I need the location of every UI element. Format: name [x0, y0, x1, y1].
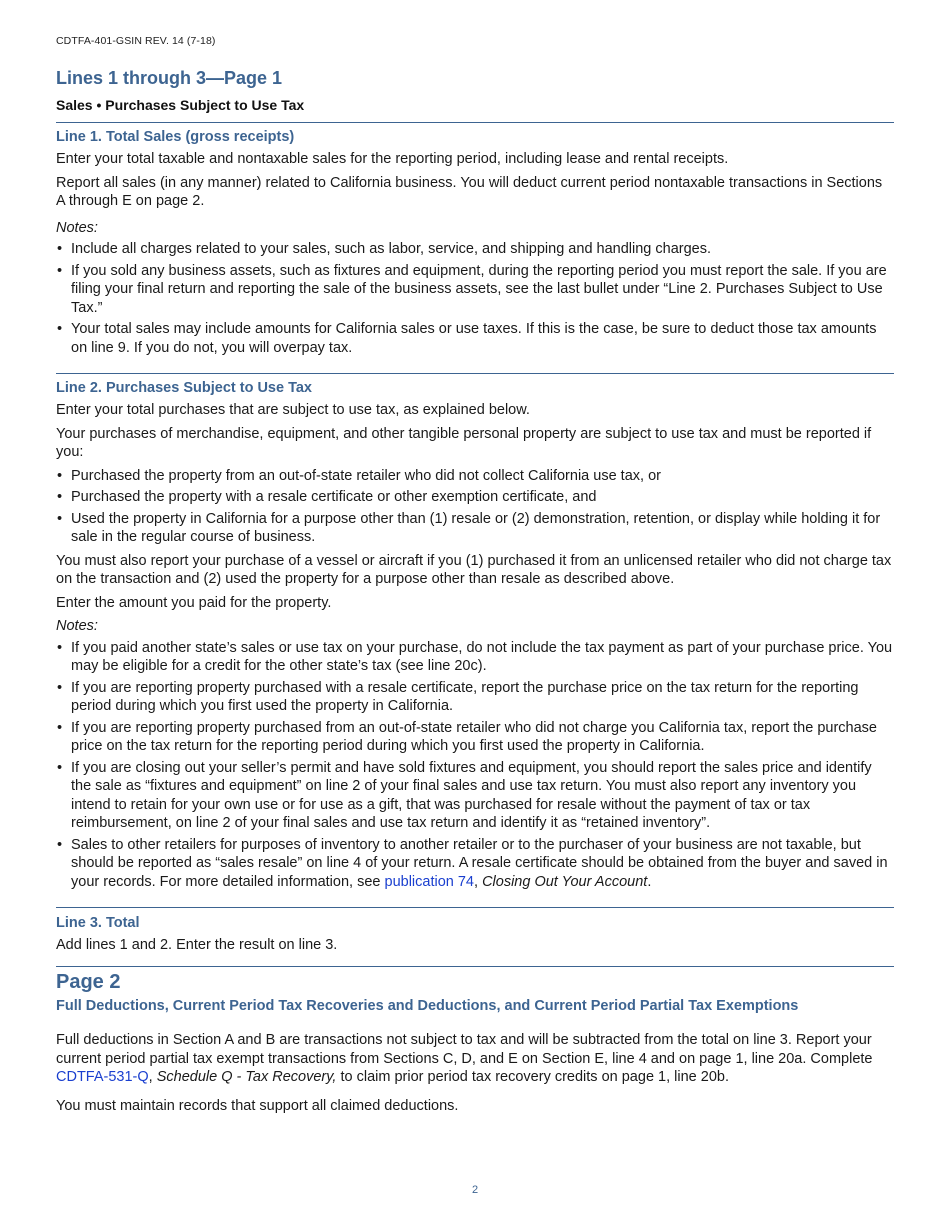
page2-subtitle: Full Deductions, Current Period Tax Recoveries and Deductions, and Current Period Partial Tax Exemptions — [56, 998, 799, 1014]
line3-paragraph: Add lines 1 and 2. Enter the result on line 3. — [56, 937, 338, 953]
line1-section — [56, 128, 894, 362]
paragraph-text: to claim prior period tax recovery credits on page 1, line 20b. — [336, 1069, 729, 1085]
page2-paragraph-2: You must maintain records that support all claimed deductions. — [56, 1097, 459, 1114]
schedule-title: Schedule Q - Tax Recovery, — [156, 1069, 337, 1085]
note-text: Sales to other retailers for purposes of inventory to another retailer or to the purchaser of your business are not taxable, but should be reported as “sales resale” on line 4 of your return. A resale certificate should be obtained from the buyer and saved in your records. For more detailed information, see — [71, 836, 888, 890]
line2-notes-list — [56, 639, 894, 892]
separator: , — [474, 873, 483, 890]
publication-74-link[interactable]: publication 74 — [384, 873, 474, 890]
line2-paragraph-4: Enter the amount you paid for the property. — [56, 594, 332, 611]
line2-notes-label: Notes: — [56, 618, 98, 634]
line2-heading: Line 2. Purchases Subject to Use Tax — [56, 380, 312, 396]
line1-paragraph-2: Report all sales (in any manner) related to California business. You will deduct current period nontaxable transactions in Sections A through E on page 2. — [56, 174, 883, 209]
cdtfa-531-q-link[interactable]: CDTFA-531-Q — [56, 1069, 149, 1085]
page-number: 2 — [471, 1184, 479, 1196]
line1-notes-list — [56, 240, 894, 357]
list-item — [56, 836, 894, 892]
list-item: • If you are reporting property purchased from an out-of-state retailer who did not charge you California tax, report the purchase price on the tax return for the reporting period during which you first used the property in California. — [56, 719, 894, 756]
line2-section — [56, 379, 894, 896]
page2-section — [56, 970, 894, 1120]
period: . — [647, 873, 652, 890]
publication-title: Closing Out Your Account — [482, 873, 648, 890]
line1-paragraph-1: Enter your total taxable and nontaxable sales for the reporting period, including lease and rental receipts. — [56, 151, 729, 167]
divider — [56, 373, 894, 374]
list-item: • Purchased the property from an out-of-state retailer who did not collect California use tax, or — [56, 467, 894, 486]
line2-paragraph-2: Your purchases of merchandise, equipment, and other tangible personal property are subject to use tax and must be reported if you: — [56, 425, 872, 460]
form-id: CDTFA-401-GSIN REV. 14 (7-18) — [56, 35, 216, 47]
separator: , — [148, 1069, 157, 1085]
line2-paragraph-3: You must also report your purchase of a vessel or aircraft if you (1) purchased it from an unlicensed retailer who did not charge tax on the transaction and (2) used the property for a purpose other than resale as described above. — [56, 552, 892, 587]
line1-heading: Line 1. Total Sales (gross receipts) — [56, 129, 295, 145]
list-item: • Include all charges related to your sales, such as labor, service, and shipping and handling charges. — [56, 240, 894, 259]
list-item: • If you are closing out your seller’s permit and have sold fixtures and equipment, you should report the sales price and identify the sale as “fixtures and equipment” on line 2 of your final sales and use tax return. You must also report any inventory you intend to retain for your own use or for use as a gift, that was purchased for resale without the payment of tax or tax reimbursement, on line 2 of your final sales and use tax return and identify it as “retained inventory”. — [56, 759, 894, 833]
line2-conditions-list — [56, 467, 894, 547]
list-item: • If you sold any business assets, such as fixtures and equipment, during the reporting period you must report the sale. If you are filing your final return and reporting the sale of the business assets, see the last bullet under “Line 2. Purchases Subject to Use Tax.” — [56, 262, 894, 318]
list-item: • Purchased the property with a resale certificate or other exemption certificate, and — [56, 488, 894, 507]
page2-paragraph-1 — [56, 1031, 894, 1087]
list-item: • If you are reporting property purchased with a resale certificate, report the purchase price on the tax return for the reporting period during which you first used the property in California. — [56, 679, 894, 716]
list-item: • If you paid another state’s sales or use tax on your purchase, do not include the tax payment as part of your purchase price. You may be eligible for a credit for the other state’s tax (see line 20c). — [56, 639, 894, 676]
page-title: Lines 1 through 3—Page 1 — [56, 68, 283, 88]
line2-paragraph-1: Enter your total purchases that are subject to use tax, as explained below. — [56, 402, 530, 418]
divider — [56, 122, 894, 123]
list-item: • Used the property in California for a purpose other than (1) resale or (2) demonstration, retention, or display while holding it for sale in the regular course of business. — [56, 510, 894, 547]
page2-title: Page 2 — [56, 971, 121, 993]
divider — [56, 907, 894, 908]
line3-heading: Line 3. Total — [56, 915, 140, 931]
line3-section — [56, 914, 894, 960]
divider — [56, 966, 894, 967]
list-item: • Your total sales may include amounts for California sales or use taxes. If this is the case, be sure to deduct those tax amounts on line 9. If you do not, you will overpay tax. — [56, 320, 894, 357]
paragraph-text: Full deductions in Section A and B are transactions not subject to tax and will be subtracted from the total on line 3. Report your current period partial tax exempt transactions from Sections C, D, and E on Section E, line 4 and on page 1, line 20a. Complete — [56, 1032, 873, 1067]
page-subtitle: Sales • Purchases Subject to Use Tax — [56, 97, 305, 113]
line1-notes-label: Notes: — [56, 219, 98, 236]
